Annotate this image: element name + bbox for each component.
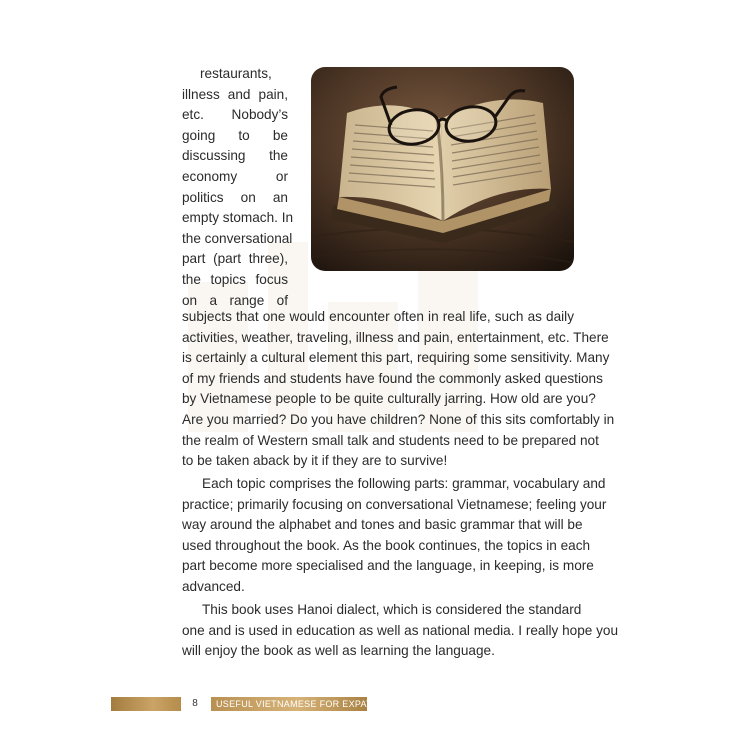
text-line: This book uses Hanoi dialect, which is considered the standard — [202, 602, 582, 617]
text-line: part become more specialised and the language, in keeping, is more — [182, 558, 594, 574]
text-line: going to be — [182, 127, 288, 143]
footer-book-title — [211, 697, 395, 711]
text-line: used throughout the book. As the book continues, the topics in each — [182, 537, 591, 553]
text-line: restaurants, — [200, 66, 272, 81]
text-line: politics on an — [182, 189, 288, 205]
text-line: the realm of Western small talk and students need to be prepared not — [182, 432, 599, 448]
text-line: etc. Nobody’s — [182, 107, 288, 123]
text-line: Are you married? Do you have children? None of this sits comfortably in — [182, 412, 615, 427]
text-line: discussing the — [182, 148, 288, 164]
text-line: practice; primarily focusing on conversational Vietnamese; feeling your — [182, 496, 607, 512]
text-line: advanced. — [182, 579, 245, 594]
text-line: illness and pain, — [182, 86, 288, 102]
footer-title-text: USEFUL VIETNAMESE FOR EXPATS – 3 — [216, 699, 395, 709]
text-line: way around the alphabet and tones and basic grammar that will be — [182, 517, 583, 533]
page-number: 8 — [192, 698, 198, 709]
text-line: on a range of — [182, 292, 288, 308]
footer-accent-bar — [111, 697, 181, 711]
text-line: the conversational — [182, 230, 293, 246]
text-line: the topics focus — [182, 272, 288, 287]
text-line: will enjoy the book as well as learning the language. — [182, 643, 495, 659]
text-line: of my friends and students have found the commonly asked questions — [182, 370, 603, 386]
text-line: activities, weather, traveling, illness and pain, entertainment, etc. There — [182, 329, 609, 345]
text-line: to be taken aback by it if they are to survive! — [182, 453, 448, 469]
text-line: subjects that one would encounter often in real life, such as daily — [182, 309, 574, 324]
text-line: one and is used in education as well as national media. I really hope you — [182, 622, 619, 638]
text-line: by Vietnamese people to be quite culturally jarring. How old are you? — [182, 391, 596, 407]
text-line: is certainly a cultural element this part, requiring some sensitivity. Many — [182, 350, 610, 366]
text-line: part (part three), — [182, 251, 288, 267]
text-line: empty stomach. In — [182, 210, 294, 226]
text-line: economy or — [182, 169, 288, 184]
book-glasses-photo — [311, 67, 574, 271]
text-line: Each topic comprises the following parts: grammar, vocabulary and — [202, 476, 606, 491]
